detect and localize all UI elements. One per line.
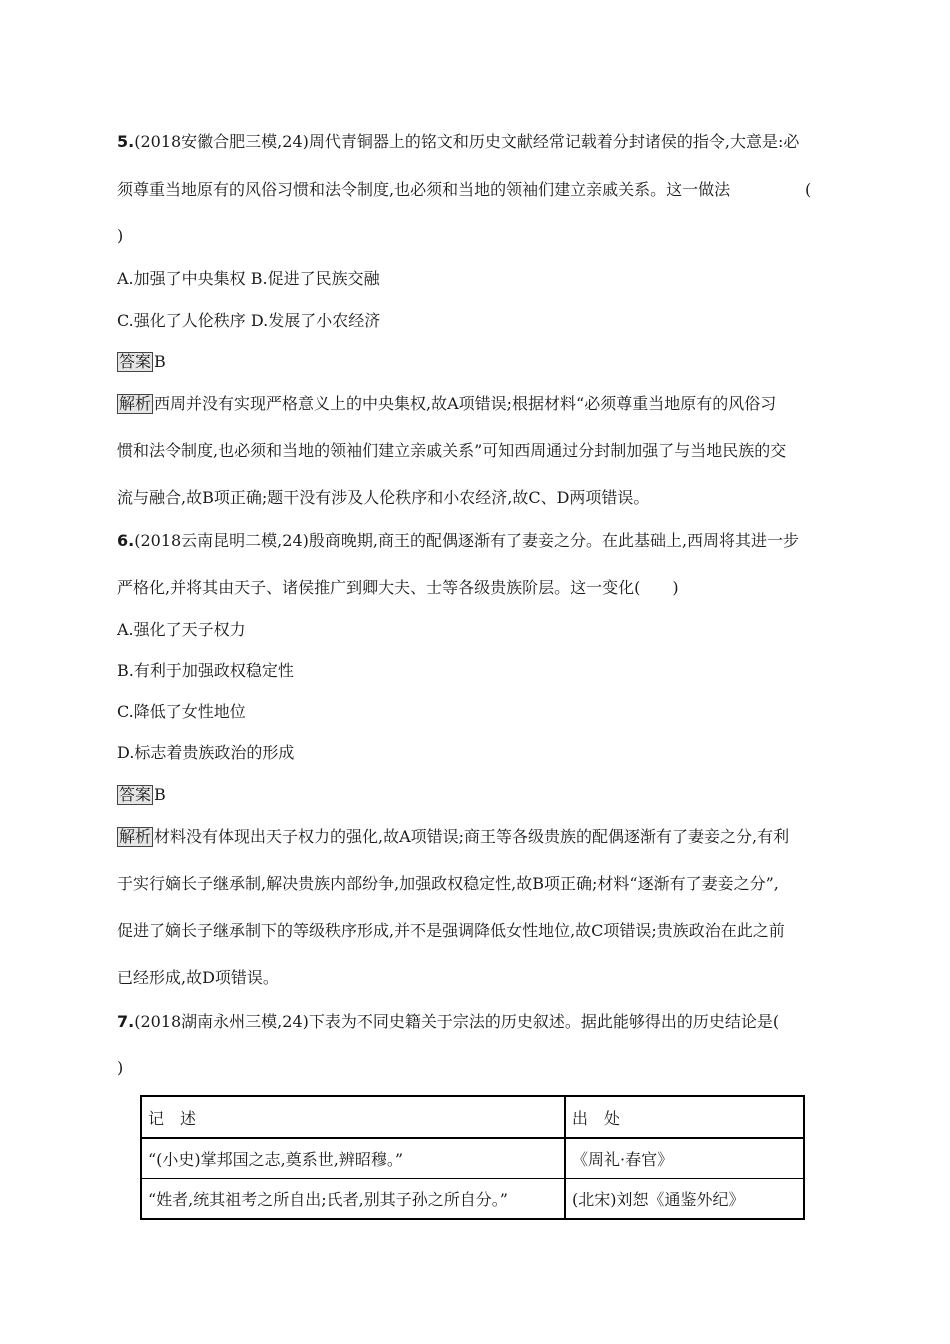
q6-option-d: D.标志着贵族政治的形成	[117, 743, 295, 762]
q5-stem-text1: (2018安徽合肥三模,24)周代青铜器上的铭文和历史文献经常记载着分封诸侯的指令,大意是:必	[134, 132, 800, 151]
q5-stem-line3	[117, 226, 123, 246]
q5-options-row2: C.强化了人伦秩序 D.发展了小农经济	[117, 311, 381, 330]
q5-answer-paren-close: )	[117, 226, 124, 245]
table-cell-source: 《周礼·春官》	[565, 1138, 804, 1179]
q5-number: 5.	[117, 132, 135, 151]
answer-value: B	[154, 352, 166, 371]
table-row	[141, 1138, 804, 1179]
analysis-tag: 解析	[119, 827, 152, 846]
q6-option-b: B.有利于加强政权稳定性	[117, 661, 294, 680]
table-header-narration: 记 述	[141, 1096, 565, 1138]
q5-answer	[117, 352, 166, 372]
q6-option-a: A.强化了天子权力	[117, 620, 246, 639]
answer-value: B	[154, 785, 166, 804]
q5-answer-paren-open: (	[805, 180, 812, 199]
q6-stem-line2: 严格化,并将其由天子、诸侯推广到卿大夫、士等各级贵族阶层。这一变化( )	[117, 578, 679, 597]
table-cell-narration: “姓者,统其祖考之所自出;氏者,别其子孙之所自分。”	[141, 1179, 565, 1220]
q6-answer	[117, 785, 166, 805]
table-header-row	[141, 1096, 804, 1138]
q5-analysis-line3: 流与融合,故B项正确;题干没有涉及人伦秩序和小农经济,故C、D两项错误。	[117, 488, 650, 507]
q6-stem-line1: 6.(2018云南昆明二模,24)殷商晚期,商王的配偶逐渐有了妻妾之分。在此基础上,西周将其进一步	[117, 531, 800, 550]
table-header-source: 出 处	[565, 1096, 804, 1138]
q7-stem-line1: 7.(2018湖南永州三模,24)下表为不同史籍关于宗法的历史叙述。据此能够得出的历史结论是(	[117, 1012, 780, 1031]
q5-analysis-line1: 解析 西周并没有实现严格意义上的中央集权,故A项错误;根据材料“必须尊重当地原有的风俗习	[119, 394, 777, 413]
q5-analysis-line2: 惯和法令制度,也必须和当地的领袖们建立亲戚关系”可知西周通过分封制加强了与当地民族的交	[117, 441, 787, 460]
q6-analysis-line2: 于实行嫡长子继承制,解决贵族内部纷争,加强政权稳定性,故B项正确;材料“逐渐有了妻妾之分”,	[117, 874, 779, 893]
history-source-table	[140, 1095, 805, 1220]
q5-stem-line2	[117, 180, 730, 200]
q6-analysis-line3: 促进了嫡长子继承制下的等级秩序形成,并不是强调降低女性地位,故C项错误;贵族政治在此之前	[117, 921, 785, 940]
q5-stem-line1	[117, 132, 799, 152]
q6-number: 6.	[117, 531, 135, 550]
q7-stem-line2	[117, 1058, 123, 1078]
q5-stem-text2: 须尊重当地原有的风俗习惯和法令制度,也必须和当地的领袖们建立亲戚关系。这一做法	[117, 180, 731, 199]
analysis-tag: 解析	[119, 394, 152, 413]
q5-options-row1: A.加强了中央集权 B.促进了民族交融	[117, 269, 380, 288]
table-row	[141, 1179, 804, 1220]
q6-option-c: C.降低了女性地位	[117, 702, 246, 721]
q7-number: 7.	[117, 1012, 135, 1031]
q6-analysis-line1: 解析 材料没有体现出天子权力的强化,故A项错误;商王等各级贵族的配偶逐渐有了妻妾之分,有利	[119, 827, 790, 846]
answer-tag: 答案	[119, 352, 152, 371]
table-cell-source: (北宋)刘恕《通鉴外纪》	[565, 1179, 804, 1220]
answer-tag: 答案	[119, 785, 152, 804]
q7-answer-paren-close: )	[117, 1058, 124, 1077]
table-cell-narration: “(小史)掌邦国之志,奠系世,辨昭穆。”	[141, 1138, 565, 1179]
q6-analysis-line4: 已经形成,故D项错误。	[117, 968, 279, 987]
